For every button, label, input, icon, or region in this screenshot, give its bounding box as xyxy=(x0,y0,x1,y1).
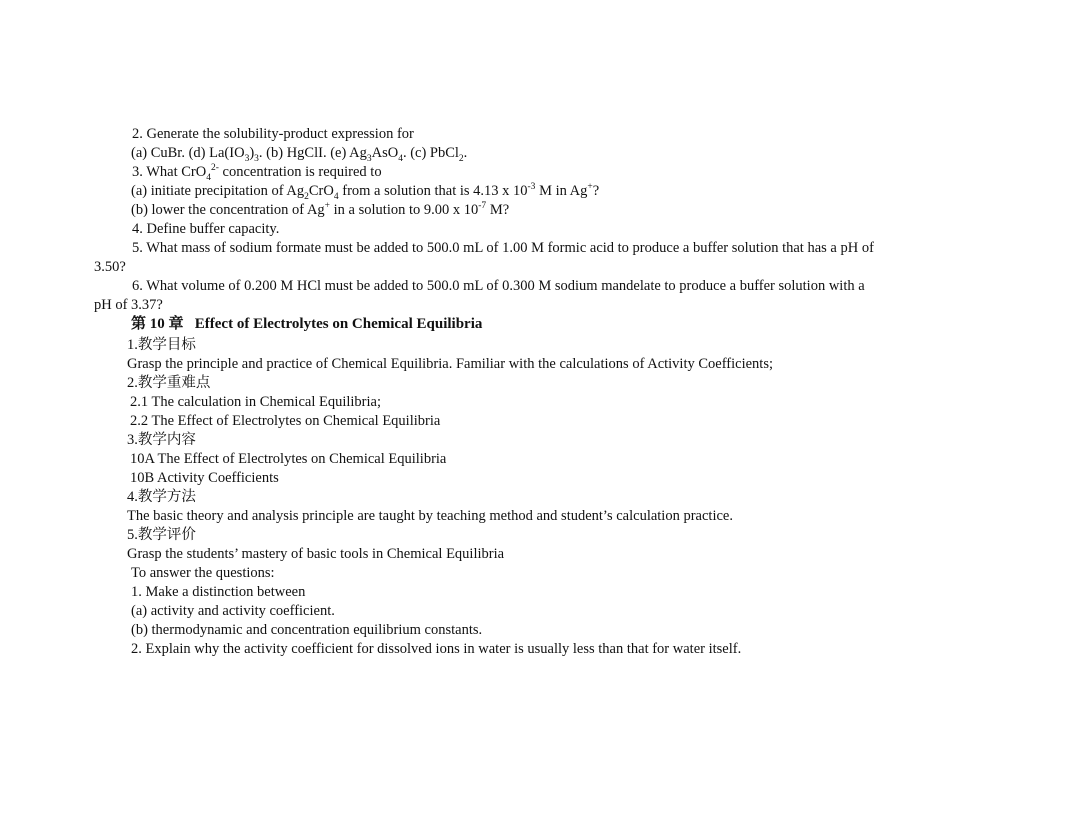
compound-c: (c) PbCl$_2$. xyxy=(410,145,468,164)
problem-6-line-1: 6. What volume of 0.200 M HCl must be added to 500.0 mL of 0.300 M sodium mandelate to produce a buffer solution with a xyxy=(132,278,865,294)
methods-text: The basic theory and analysis principle are taught by teaching method and student’s calculation practice. xyxy=(127,508,733,524)
problem-4: 4. Define buffer capacity. xyxy=(132,221,280,237)
problem-3: 3. What CrO$_4^{2-}$ concentration is required to xyxy=(132,163,382,183)
chapter-name: Effect of Electrolytes on Chemical Equilibria xyxy=(194,316,483,332)
key-point-item: 2.2 The Effect of Electrolytes on Chemical Equilibria xyxy=(130,413,441,429)
question-1b: (b) thermodynamic and concentration equilibrium constants. xyxy=(131,622,483,638)
question-1: 1. Make a distinction between xyxy=(131,584,306,600)
section-heading-content: 3.教学内容 xyxy=(127,432,196,448)
section-heading-evaluation: 5.教学评价 xyxy=(127,527,196,543)
chapter-number: 第 10 章 xyxy=(131,316,184,332)
content-item: 10A The Effect of Electrolytes on Chemical Equilibria xyxy=(130,451,447,467)
chapter-title xyxy=(131,316,482,333)
compound-d: (d) $La(IO_3)_3$. xyxy=(188,145,263,164)
problem-5-line-2: 3.50? xyxy=(94,259,126,275)
question-1a: (a) activity and activity coefficient. xyxy=(131,603,335,619)
problem-5-line-1: 5. What mass of sodium formate must be added to 500.0 mL of 1.00 M formic acid to produce a buffer solution that has a pH of xyxy=(132,240,874,256)
answer-intro: To answer the questions: xyxy=(131,565,275,581)
content-item: 10B Activity Coefficients xyxy=(130,470,279,486)
section-heading-methods: 4.教学方法 xyxy=(127,489,196,505)
question-2: 2. Explain why the activity coefficient for dissolved ions in water is usually less than that for water itself. xyxy=(131,641,742,657)
compound-a: (a) CuBr. xyxy=(131,145,185,161)
problem-2: 2. Generate the solubility-product expression for xyxy=(132,126,414,142)
problem-6-line-2: pH of 3.37? xyxy=(94,297,163,313)
section-heading-objectives: 1.教学目标 xyxy=(127,337,196,353)
problem-3a: (a) initiate precipitation of $Ag_2CrO_4$ from a solution that is 4.13 x $10^{-3}$ M in Ag+? xyxy=(131,182,600,202)
objectives-text: Grasp the principle and practice of Chemical Equilibria. Familiar with the calculations of Activity Coefficients; xyxy=(127,356,774,372)
key-point-item: 2.1 The calculation in Chemical Equilibria; xyxy=(130,394,381,410)
compound-e: (e) $Ag_3AsO_4$. xyxy=(330,145,407,164)
problem-3b: (b) lower the concentration of Ag+ in a solution to 9.00 x $10^{-7}$ M? xyxy=(131,201,510,218)
evaluation-text: Grasp the students’ mastery of basic tools in Chemical Equilibria xyxy=(127,546,505,562)
problem-2-compounds xyxy=(131,145,467,162)
compound-b: (b) HgClI. xyxy=(266,145,327,161)
section-heading-key-points: 2.教学重难点 xyxy=(127,375,211,391)
